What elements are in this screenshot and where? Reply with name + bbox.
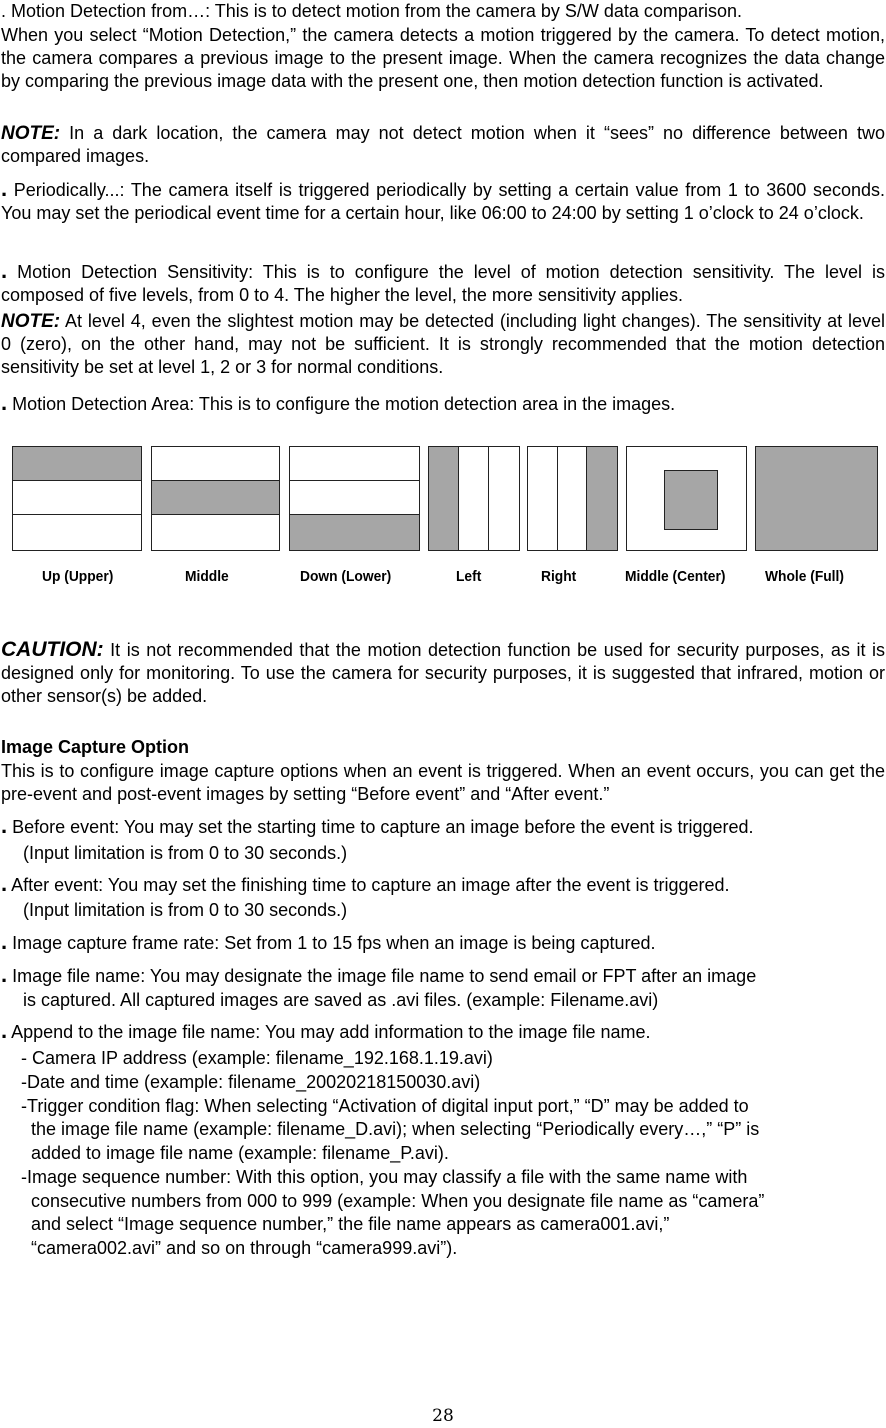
motion-from-text: . Motion Detection from…: This is to detect motion from the camera by S/W data comparison. <box>1 1 742 21</box>
bullet: . <box>1 258 8 283</box>
append-seq-1: -Image sequence number: With this option, you may classify a file with the same name with <box>21 1167 748 1187</box>
bullet: . <box>1 813 8 838</box>
caution-text: It is not recommended that the motion detection function be used for security purposes, as it is designed only for monitoring. To use the camera for security purposes, it is suggested that infrared, motion or other sensor(s) be added. <box>1 640 885 706</box>
bullet: . <box>1 929 8 954</box>
before-event-text: Before event: You may set the starting time to capture an image before the event is triggered. <box>7 817 754 837</box>
bullet: . <box>1 390 8 415</box>
append-ip: - Camera IP address (example: filename_192.168.1.19.avi) <box>21 1048 493 1068</box>
frame-rate-item <box>1 930 655 955</box>
note-1-text: In a dark location, the camera may not detect motion when it “sees” no difference between two compared images. <box>1 123 885 166</box>
note-2-text: At level 4, even the slightest motion may be detected (including light changes). The sensitivity at level 0 (zero), on the other hand, may not be sufficient. It is strongly recommended that the motion detection sensitivity be set at level 1, 2 or 3 for normal conditions. <box>1 311 885 377</box>
bullet: . <box>1 176 8 201</box>
append-text: Append to the image file name: You may add information to the image file name. <box>7 1022 651 1042</box>
append-date: -Date and time (example: filename_20020218150030.avi) <box>21 1072 481 1092</box>
area-diagram-whole <box>755 446 878 551</box>
note-2-paragraph <box>1 310 885 379</box>
append-seq-4: “camera002.avi” and so on through “camera999.avi”). <box>31 1238 458 1258</box>
area-diagram-middle <box>151 446 280 551</box>
caption-whole: Whole (Full) <box>765 568 844 585</box>
append-trigger-2: the image file name (example: filename_D.avi); when selecting “Periodically every…,” “P” is <box>31 1119 760 1139</box>
area-diagram-center <box>626 446 747 551</box>
caption-right: Right <box>541 568 577 585</box>
area-diagram-right <box>527 446 618 551</box>
periodically-text: Periodically...: The camera itself is triggered periodically by setting a certain value from 1 to 3600 seconds. You may set the periodical event time for a certain hour, like 06:00 to 24:00 by setting 1 o’clock to 24 o’clock. <box>1 180 885 223</box>
note-2-label: NOTE: <box>1 311 61 332</box>
bullet: . <box>1 1018 8 1043</box>
file-name-text-2: is captured. All captured images are saved as .avi files. (example: Filename.avi) <box>23 990 659 1010</box>
bullet: . <box>1 962 8 987</box>
caution-paragraph <box>1 638 885 708</box>
before-event-limit: (Input limitation is from 0 to 30 seconds.) <box>23 843 348 863</box>
motion-from-paragraph <box>1 0 885 23</box>
capture-desc: This is to configure image capture options when an event is triggered. When an event occurs, you can get the pre-event and post-event images by setting “Before event” and “After event.” <box>1 761 885 804</box>
caption-left: Left <box>456 568 482 585</box>
area-diagram-up <box>12 446 142 551</box>
frame-rate-text: Image capture frame rate: Set from 1 to 15 fps when an image is being captured. <box>7 933 656 953</box>
motion-desc-paragraph: When you select “Motion Detection,” the camera detects a motion triggered by the camera. To detect motion, the camera compares a previous image to the present image. When the camera recognizes the data change by comparing the previous image data with the present one, then motion detection function is activated. <box>1 25 885 91</box>
area-diagram-down <box>289 446 420 551</box>
bullet: . <box>1 871 8 896</box>
after-event-item <box>1 872 730 897</box>
capture-heading: Image Capture Option <box>1 737 190 757</box>
append-trigger-1: -Trigger condition flag: When selecting “Activation of digital input port,” “D” may be added to <box>21 1096 749 1116</box>
caption-down: Down (Lower) <box>300 568 392 585</box>
area-text: Motion Detection Area: This is to configure the motion detection area in the images. <box>7 394 676 414</box>
sensitivity-paragraph <box>1 259 885 307</box>
note-1-label: NOTE: <box>1 123 61 144</box>
caution-label: CAUTION: <box>1 638 104 661</box>
area-paragraph <box>1 391 885 416</box>
after-event-text: After event: You may set the finishing time to capture an image after the event is triggered. <box>7 875 730 895</box>
caption-center: Middle (Center) <box>625 568 726 585</box>
area-diagram-left <box>428 446 520 551</box>
caption-middle: Middle <box>185 568 229 585</box>
page-number: 28 <box>432 1406 454 1426</box>
append-item <box>1 1019 651 1044</box>
caption-up: Up (Upper) <box>42 568 114 585</box>
append-seq-3: and select “Image sequence number,” the file name appears as camera001.avi,” <box>31 1214 670 1234</box>
sensitivity-text: Motion Detection Sensitivity: This is to configure the level of motion detection sensitivity. The level is composed of five levels, from 0 to 4. The higher the level, the more sensitivity applies. <box>1 262 885 305</box>
file-name-item <box>1 963 756 988</box>
note-1-paragraph <box>1 122 885 168</box>
before-event-item <box>1 814 754 839</box>
motion-area-figure <box>9 446 881 588</box>
append-seq-2: consecutive numbers from 000 to 999 (example: When you designate file name as “camera” <box>31 1191 765 1211</box>
after-event-limit: (Input limitation is from 0 to 30 seconds.) <box>23 900 348 920</box>
file-name-text: Image file name: You may designate the image file name to send email or FPT after an image <box>7 966 757 986</box>
periodically-paragraph <box>1 177 885 225</box>
append-trigger-3: added to image file name (example: filename_P.avi). <box>31 1143 449 1163</box>
